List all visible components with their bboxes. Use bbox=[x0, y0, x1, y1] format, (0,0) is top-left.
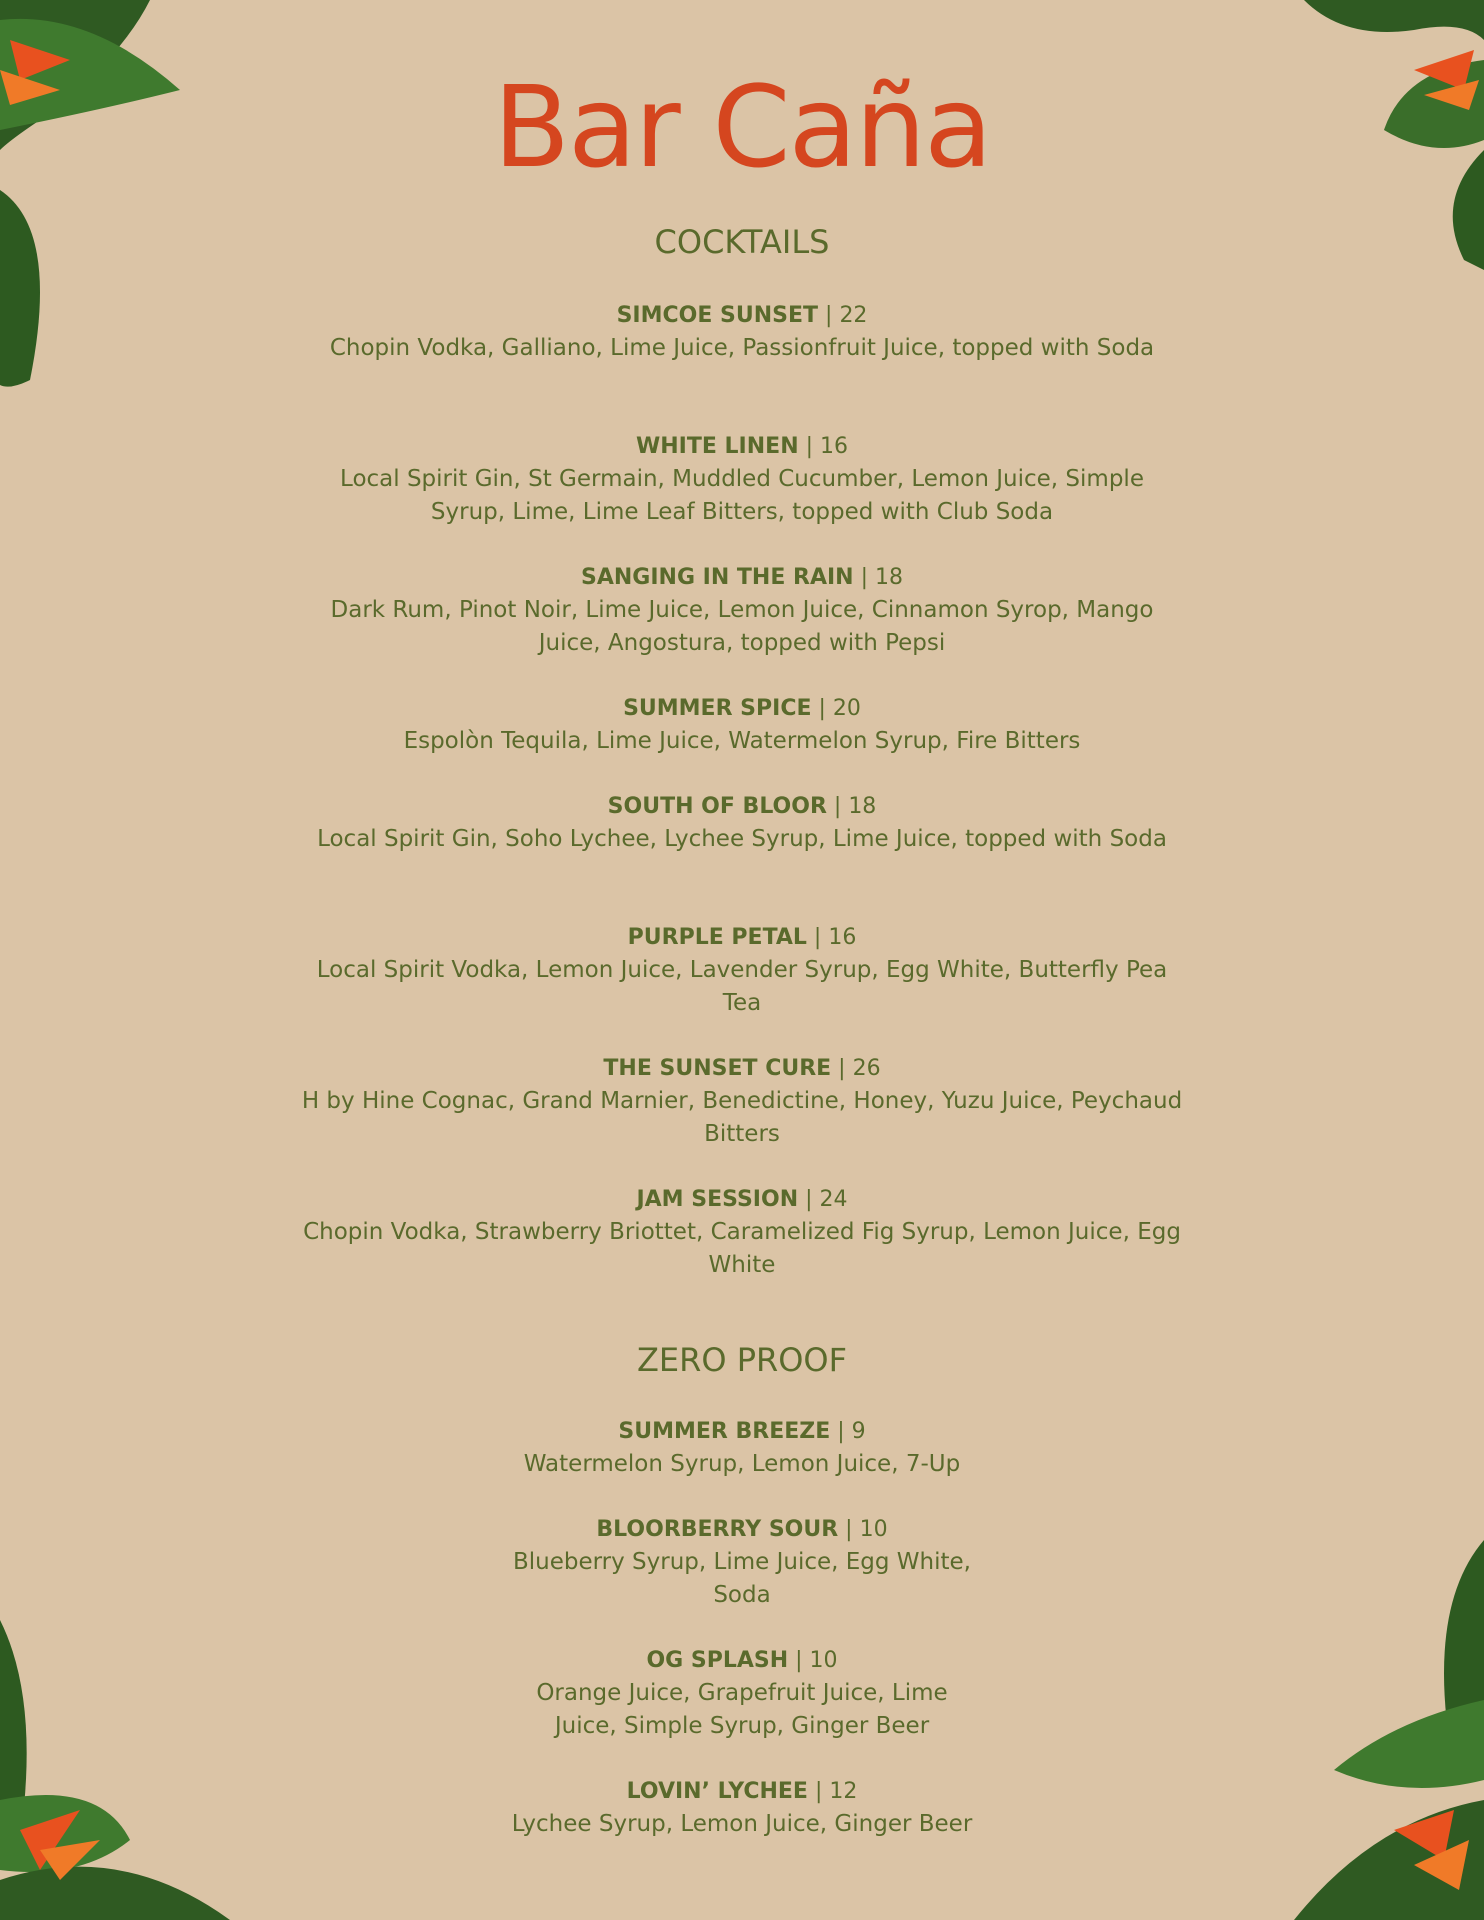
menu-item: SUMMER SPICE | 20 Espolòn Tequila, Lime Juice, Watermelon Syrup, Fire Bitters bbox=[300, 693, 1184, 758]
item-description: Lychee Syrup, Lemon Juice, Ginger Beer bbox=[511, 1811, 973, 1837]
item-price: 20 bbox=[832, 696, 861, 721]
menu-item: LOVIN’ LYCHEE | 12 Lychee Syrup, Lemon Juice, Ginger Beer bbox=[300, 1776, 1184, 1841]
tropical-leaves-top-left bbox=[0, 0, 220, 400]
menu-item: SANGING IN THE RAIN | 18 Dark Rum, Pinot Noir, Lime Juice, Lemon Juice, Cinnamon Syrop, Mango Juice, Angostura, topped with Pepsi bbox=[300, 562, 1184, 660]
item-price: 24 bbox=[819, 1187, 848, 1212]
menu-item: THE SUNSET CURE | 26 H by Hine Cognac, Grand Marnier, Benedictine, Honey, Yuzu Juice, Peychaud Bitters bbox=[300, 1053, 1184, 1151]
item-price: 16 bbox=[828, 925, 857, 950]
item-name: THE SUNSET CURE bbox=[603, 1056, 832, 1081]
item-name: PURPLE PETAL bbox=[627, 925, 807, 950]
item-name: WHITE LINEN bbox=[635, 434, 799, 459]
item-description: Local Spirit Vodka, Lemon Juice, Lavender Syrup, Egg White, Butterfly Pea Tea bbox=[316, 957, 1168, 1016]
item-name: JAM SESSION bbox=[636, 1187, 799, 1212]
item-price: 10 bbox=[809, 1648, 838, 1673]
item-name: SANGING IN THE RAIN bbox=[581, 565, 854, 590]
item-price: 18 bbox=[875, 565, 903, 590]
item-description: Chopin Vodka, Galliano, Lime Juice, Passionfruit Juice, topped with Soda bbox=[329, 335, 1155, 361]
menu-item: BLOORBERRY SOUR | 10 Blueberry Syrup, Lime Juice, Egg White, Soda bbox=[490, 1514, 994, 1612]
menu-item: PURPLE PETAL | 16 Local Spirit Vodka, Lemon Juice, Lavender Syrup, Egg White, Butterfly Pea Tea bbox=[300, 922, 1184, 1020]
item-name: SIMCOE SUNSET bbox=[616, 303, 819, 328]
item-price: 9 bbox=[851, 1419, 866, 1444]
tropical-leaves-bottom-left bbox=[0, 1580, 230, 1920]
menu-item: SUMMER BREEZE | 9 Watermelon Syrup, Lemon Juice, 7-Up bbox=[300, 1416, 1184, 1481]
item-name: OG SPLASH bbox=[646, 1648, 789, 1673]
item-price: 12 bbox=[829, 1779, 858, 1804]
item-description: Local Spirit Gin, St Germain, Muddled Cucumber, Lemon Juice, Simple Syrup, Lime, Lime Leaf Bitters, topped with Club Soda bbox=[340, 466, 1144, 525]
item-price: 22 bbox=[839, 303, 868, 328]
item-description: Blueberry Syrup, Lime Juice, Egg White, Soda bbox=[512, 1549, 971, 1608]
item-description: Orange Juice, Grapefruit Juice, Lime Juice, Simple Syrup, Ginger Beer bbox=[536, 1680, 948, 1739]
menu-item: SOUTH OF BLOOR | 18 Local Spirit Gin, Soho Lychee, Lychee Syrup, Lime Juice, topped with Soda bbox=[300, 791, 1184, 856]
item-name: BLOORBERRY SOUR bbox=[596, 1517, 839, 1542]
item-description: Chopin Vodka, Strawberry Briottet, Caramelized Fig Syrup, Lemon Juice, Egg White bbox=[303, 1219, 1181, 1278]
item-name: LOVIN’ LYCHEE bbox=[626, 1779, 808, 1804]
item-name: SUMMER SPICE bbox=[623, 696, 812, 721]
brand-title: Bar Caña bbox=[493, 63, 991, 193]
item-price: 26 bbox=[852, 1056, 881, 1081]
section-title-cocktails: COCKTAILS bbox=[654, 223, 830, 261]
item-description: Local Spirit Gin, Soho Lychee, Lychee Syrup, Lime Juice, topped with Soda bbox=[317, 826, 1167, 852]
item-price: 10 bbox=[859, 1517, 888, 1542]
item-description: Dark Rum, Pinot Noir, Lime Juice, Lemon Juice, Cinnamon Syrop, Mango Juice, Angostura, topped with Pepsi bbox=[330, 597, 1154, 656]
item-name: SOUTH OF BLOOR bbox=[607, 794, 827, 819]
section-title-zero-proof: ZERO PROOF bbox=[636, 1341, 848, 1379]
menu-item: JAM SESSION | 24 Chopin Vodka, Strawberry Briottet, Caramelized Fig Syrup, Lemon Juice, Egg White bbox=[300, 1184, 1184, 1282]
menu-item: OG SPLASH | 10 Orange Juice, Grapefruit Juice, Lime Juice, Simple Syrup, Ginger Beer bbox=[502, 1645, 982, 1743]
tropical-leaves-bottom-right bbox=[1254, 1520, 1484, 1920]
item-name: SUMMER BREEZE bbox=[618, 1419, 831, 1444]
menu-item: WHITE LINEN | 16 Local Spirit Gin, St Germain, Muddled Cucumber, Lemon Juice, Simple Syrup, Lime, Lime Leaf Bitters, topped with Club Soda bbox=[300, 431, 1184, 529]
menu-item: SIMCOE SUNSET | 22 Chopin Vodka, Galliano, Lime Juice, Passionfruit Juice, topped with Soda bbox=[300, 300, 1184, 365]
item-description: Espolòn Tequila, Lime Juice, Watermelon Syrup, Fire Bitters bbox=[403, 728, 1081, 754]
item-price: 18 bbox=[848, 794, 877, 819]
item-description: Watermelon Syrup, Lemon Juice, 7-Up bbox=[523, 1451, 961, 1477]
item-price: 16 bbox=[820, 434, 849, 459]
item-description: H by Hine Cognac, Grand Marnier, Benedictine, Honey, Yuzu Juice, Peychaud Bitters bbox=[301, 1088, 1183, 1147]
